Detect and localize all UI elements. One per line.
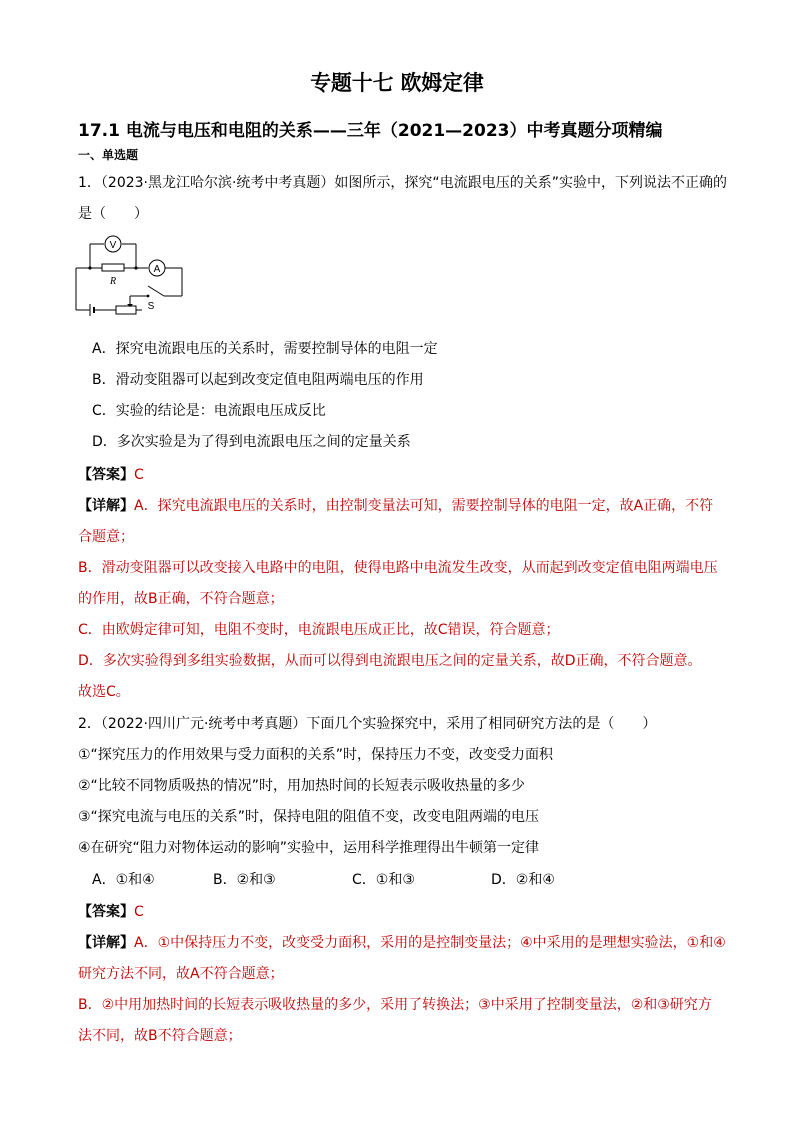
q1-option-a: A．探究电流跟电压的关系时，需要控制导体的电阻一定 [92, 341, 438, 357]
q1-detail-line1: 【详解】A．探究电流跟电压的关系时，由控制变量法可知，需要控制导体的电阻一定，故A正确，不符 [78, 498, 714, 514]
q2-option-d: D．②和④ [491, 872, 555, 888]
q1-option-d: D．多次实验是为了得到电流跟电压之间的定量关系 [92, 434, 411, 450]
page-title: 专题十七 欧姆定律 [310, 71, 484, 95]
ammeter-label: A [153, 264, 161, 275]
question-type-heading: 一、单选题 [78, 148, 139, 162]
answer-value: C [134, 467, 144, 483]
resistor-label: R [109, 276, 117, 287]
switch-s [148, 286, 164, 296]
q1-stem-line1: 1．（2023·黑龙江哈尔滨·统考中考真题）如图所示，探究“电流跟电压的关系”实验中，下列说法不正确的 [78, 175, 727, 191]
q2-detail-line1: 【详解】A．①中保持压力不变，改变受力面积，采用的是控制变量法；④中采用的是理想实验法，①和④ [78, 935, 726, 951]
answer-label: 【答案】 [78, 904, 134, 920]
q2-option-b: B．②和③ [213, 872, 276, 888]
q2-answer [78, 901, 144, 921]
q2-detail-line2: 研究方法不同，故A不符合题意； [78, 966, 284, 982]
voltmeter-label: V [109, 240, 117, 251]
circuit-diagram [72, 234, 188, 318]
q1-stem-line2: 是（ ） [78, 206, 148, 222]
answer-label: 【答案】 [78, 467, 134, 483]
answer-value: C [134, 904, 144, 920]
q1-detail-line3: B．滑动变阻器可以改变接入电路中的电阻，使得电路中电流发生改变，从而起到改变定值电阻两端电压 [78, 560, 718, 576]
q1-detail-line2: 合题意； [78, 529, 134, 545]
resistor-r [102, 264, 124, 271]
q2-item-1: ①“探究压力的作用效果与受力面积的关系”时，保持压力不变，改变受力面积 [78, 747, 554, 763]
q1-detail-line4: 的作用，故B正确，不符合题意； [78, 591, 284, 607]
q2-detail-line3: B．②中用加热时间的长短表示吸收热量的多少，采用了转换法；③中采用了控制变量法，②和③研究方 [78, 997, 712, 1013]
q2-item-2: ②“比较不同物质吸热的情况”时，用加热时间的长短表示吸收热量的多少 [78, 778, 526, 794]
q1-detail-line7: 故选C。 [78, 684, 130, 700]
switch-label: S [147, 301, 155, 312]
q1-option-c: C．实验的结论是：电流跟电压成反比 [92, 403, 326, 419]
q1-detail-line5: C．由欧姆定律可知，电阻不变时，电流跟电压成正比，故C错误，符合题意； [78, 622, 560, 638]
q2-option-a: A．①和④ [92, 872, 155, 888]
detail-label: 【详解】 [78, 498, 134, 514]
section-subtitle: 17.1 电流与电压和电阻的关系——三年（2021—2023）中考真题分项精编 [78, 121, 663, 141]
q1-answer [78, 464, 144, 484]
q2-stem: 2．（2022·四川广元·统考中考真题）下面几个实验探究中，采用了相同研究方法的是（ ） [78, 716, 657, 732]
q1-option-b: B．滑动变阻器可以起到改变定值电阻两端电压的作用 [92, 372, 424, 388]
q2-item-3: ③“探究电流与电压的关系”时，保持电阻的阻值不变，改变电阻两端的电压 [78, 809, 540, 825]
q2-detail-line4: 法不同，故B不符合题意； [78, 1028, 242, 1044]
rheostat [116, 306, 136, 314]
q2-option-c: C．①和③ [352, 872, 415, 888]
q1-detail-line6: D．多次实验得到多组实验数据，从而可以得到电流跟电压之间的定量关系，故D正确，不符合题意。 [78, 653, 702, 669]
q2-item-4: ④在研究“阻力对物体运动的影响”实验中，运用科学推理得出牛顿第一定律 [78, 840, 540, 856]
detail-label: 【详解】 [78, 935, 134, 951]
